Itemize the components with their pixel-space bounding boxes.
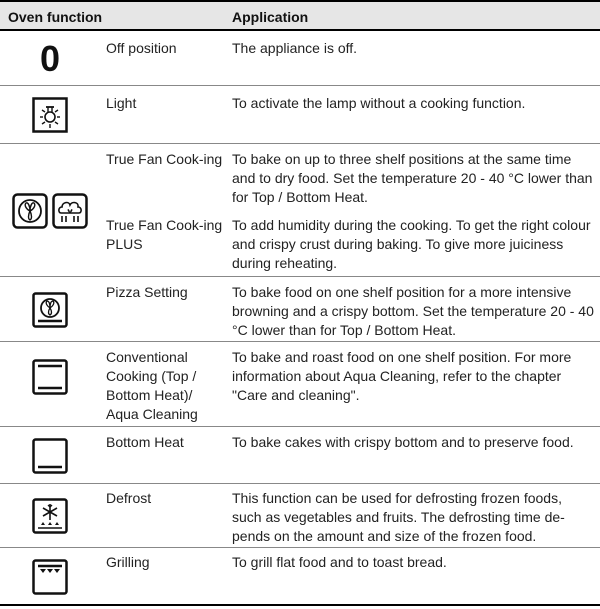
function-name: True Fan Cook-ing PLUS bbox=[106, 217, 223, 252]
function-name: Off position bbox=[106, 40, 177, 56]
bottom-heat-icon bbox=[32, 438, 68, 474]
table-row-group-true-fan bbox=[0, 144, 600, 277]
function-application: The appliance is off. bbox=[232, 40, 358, 56]
table-row-conventional-cooking bbox=[0, 342, 600, 427]
function-application: This function can be used for defrosting frozen foods, such as vegetables and fruits. The defrosting time de-pends on the amount and size of the frozen food. bbox=[232, 490, 565, 544]
true-fan-plus-icon bbox=[52, 193, 88, 229]
function-name: True Fan Cook-ing bbox=[106, 151, 223, 167]
zero-symbol-icon: 0 bbox=[39, 37, 61, 79]
function-name: Bottom Heat bbox=[106, 434, 184, 450]
table-row-pizza-setting bbox=[0, 277, 600, 342]
light-icon bbox=[32, 97, 68, 133]
function-name: Light bbox=[106, 95, 137, 111]
grilling-icon bbox=[32, 559, 68, 595]
icon-cell bbox=[0, 277, 100, 342]
icon-cell bbox=[0, 342, 100, 412]
defrost-icon bbox=[32, 498, 68, 534]
icon-cell bbox=[0, 548, 100, 606]
function-application: To bake and roast food on one shelf position. For more information about Aqua Cleaning, refer to the chapter "Care and cleaning". bbox=[232, 349, 572, 403]
header-application: Application bbox=[232, 9, 309, 25]
conventional-cooking-icon bbox=[32, 359, 68, 395]
table-row-defrost bbox=[0, 484, 600, 548]
icon-cell bbox=[0, 144, 100, 277]
function-application: To bake on up to three shelf positions at the same time and to dry food. Set the temperature 20 - 40 °C lower than for Top / Bottom Heat. bbox=[232, 151, 593, 205]
function-application: To add humidity during the cooking. To get the right colour and crispy crust during baking. To give more juiciness during reheating. bbox=[232, 217, 591, 271]
function-application: To bake food on one shelf position for a more intensive browning and a crispy bottom. Set the temperature 20 - 40 °C lower than for Top / Bottom Heat. bbox=[232, 284, 594, 338]
function-application: To grill flat food and to toast bread. bbox=[232, 554, 447, 570]
icon-cell bbox=[0, 484, 100, 548]
function-application: To activate the lamp without a cooking function. bbox=[232, 95, 526, 111]
icon-cell bbox=[0, 86, 100, 144]
table-row-light bbox=[0, 86, 600, 144]
header-oven-function: Oven function bbox=[8, 9, 103, 25]
icon-cell bbox=[0, 31, 100, 86]
pizza-setting-icon bbox=[32, 292, 68, 328]
function-name: Conventional Cooking (Top / Bottom Heat)/ Aqua Cleaning bbox=[106, 349, 198, 422]
function-name: Grilling bbox=[106, 554, 150, 570]
table-row-off-position bbox=[0, 31, 600, 86]
function-name: Pizza Setting bbox=[106, 284, 188, 300]
function-application: To bake cakes with crispy bottom and to preserve food. bbox=[232, 434, 574, 450]
icon-cell bbox=[0, 427, 100, 484]
table-row-bottom-heat bbox=[0, 427, 600, 484]
function-name: Defrost bbox=[106, 490, 152, 506]
true-fan-icon bbox=[12, 193, 48, 229]
table-header bbox=[0, 0, 600, 31]
table-row-grilling bbox=[0, 548, 600, 606]
